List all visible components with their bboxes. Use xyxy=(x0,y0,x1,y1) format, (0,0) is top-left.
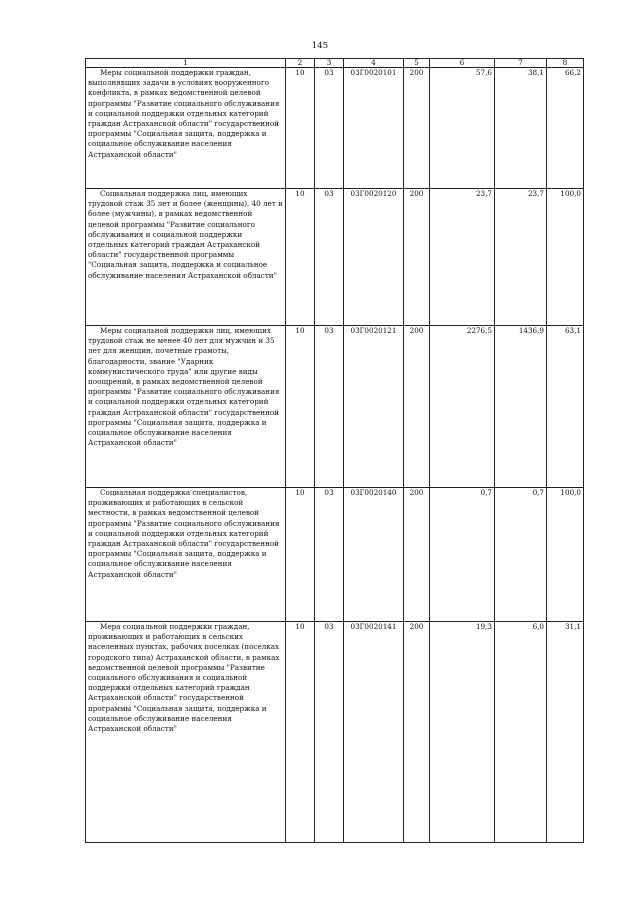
row-description: Меры социальной поддержки граждан, выполнявших задачи в условиях вооруженного конфликта, в рамках ведомственной целевой программы "Развитие социального обслуживания и социальной поддержки отдельных категорий граждан Астраханской области" государственной программы "Социальная защита, поддержка и социальное обслуживание населения Астраханской области" xyxy=(86,68,286,189)
header-cell-3: 3 xyxy=(315,59,344,68)
row-subsection: 03 xyxy=(315,189,344,326)
table-row xyxy=(86,189,584,326)
header-row xyxy=(86,59,584,68)
row-code: 03Г0020120 xyxy=(344,189,404,326)
row-section: 10 xyxy=(286,488,315,622)
row-type: 200 xyxy=(404,488,430,622)
row-type: 200 xyxy=(404,68,430,189)
row-type: 200 xyxy=(404,326,430,488)
row-value-col6: 23,7 xyxy=(430,189,495,326)
header-cell-6: 6 xyxy=(430,59,495,68)
row-section: 10 xyxy=(286,189,315,326)
row-code: 03Г0020140 xyxy=(344,488,404,622)
row-value-col6: 57,6 xyxy=(430,68,495,189)
row-value-col8: 66,2 xyxy=(547,68,584,189)
row-value-col7: 23,7 xyxy=(495,189,547,326)
header-cell-1: 1 xyxy=(86,59,286,68)
row-value-col7: 1436,9 xyxy=(495,326,547,488)
header-cell-8: 8 xyxy=(547,59,584,68)
header-cell-4: 4 xyxy=(344,59,404,68)
header-cell-5: 5 xyxy=(404,59,430,68)
page-number: 145 xyxy=(311,41,329,51)
row-value-col6: 2276,5 xyxy=(430,326,495,488)
table-row xyxy=(86,326,584,488)
row-section: 10 xyxy=(286,68,315,189)
row-value-col6: 0,7 xyxy=(430,488,495,622)
header-cell-7: 7 xyxy=(495,59,547,68)
row-value-col7: 6,0 xyxy=(495,622,547,843)
row-type: 200 xyxy=(404,622,430,843)
row-value-col8: 31,1 xyxy=(547,622,584,843)
row-description: Социальная поддержка специалистов, проживающих и работающих в сельской местности, в рамках ведомственной целевой программы "Развитие социального обслуживания и социальной поддержки отдельных категорий граждан Астраханской области" государственной программы "Социальная защита, поддержка и социальное обслуживание населения Астраханской области" xyxy=(86,488,286,622)
header-cell-2: 2 xyxy=(286,59,315,68)
row-value-col7: 38,1 xyxy=(495,68,547,189)
row-subsection: 03 xyxy=(315,68,344,189)
row-subsection: 03 xyxy=(315,622,344,843)
row-value-col8: 63,1 xyxy=(547,326,584,488)
row-description: Меры социальной поддержки лиц, имеющих трудовой стаж не менее 40 лет для мужчин и 35 лет для женщин, почетные грамоты, благодарности, звание "Ударник коммунистического труда" или другие виды поощрений, в рамках ведомственной целевой программы "Развитие социального обслуживания и социальной поддержки отдельных категорий граждан Астраханской области" государственной программы "Социальная защита, поддержка и социальное обслуживание населения Астраханской области" xyxy=(86,326,286,488)
row-description: Мера социальной поддержки граждан, проживающих и работающих в сельских населенных пунктах, рабочих поселках (поселках городского типа) Астраханской области, в рамках ведомственной целевой программы "Развитие социального обслуживания и социальной поддержки отдельных категорий граждан Астраханской области" государственной программы "Социальная защита, поддержка и социальное обслуживание населения Астраханской области" xyxy=(86,622,286,843)
table-row xyxy=(86,68,584,189)
row-value-col8: 100,0 xyxy=(547,189,584,326)
row-code: 03Г0020121 xyxy=(344,326,404,488)
row-value-col8: 100,0 xyxy=(547,488,584,622)
row-section: 10 xyxy=(286,326,315,488)
row-value-col6: 19,3 xyxy=(430,622,495,843)
row-description: Социальная поддержка лиц, имеющих трудовой стаж 35 лет и более (женщины), 40 лет и более (мужчины), в рамках ведомственной целевой программы "Развитие социального обслуживания и социальной поддержки отдельных категорий граждан Астраханской области" государственной программы "Социальная защита, поддержка и социальное обслуживание населения Астраханской области" xyxy=(86,189,286,326)
row-code: 03Г0020141 xyxy=(344,622,404,843)
table-row xyxy=(86,488,584,622)
row-value-col7: 0,7 xyxy=(495,488,547,622)
row-subsection: 03 xyxy=(315,326,344,488)
row-section: 10 xyxy=(286,622,315,843)
table-row xyxy=(86,622,584,843)
row-type: 200 xyxy=(404,189,430,326)
row-code: 03Г0020101 xyxy=(344,68,404,189)
budget-table xyxy=(85,58,584,843)
row-subsection: 03 xyxy=(315,488,344,622)
